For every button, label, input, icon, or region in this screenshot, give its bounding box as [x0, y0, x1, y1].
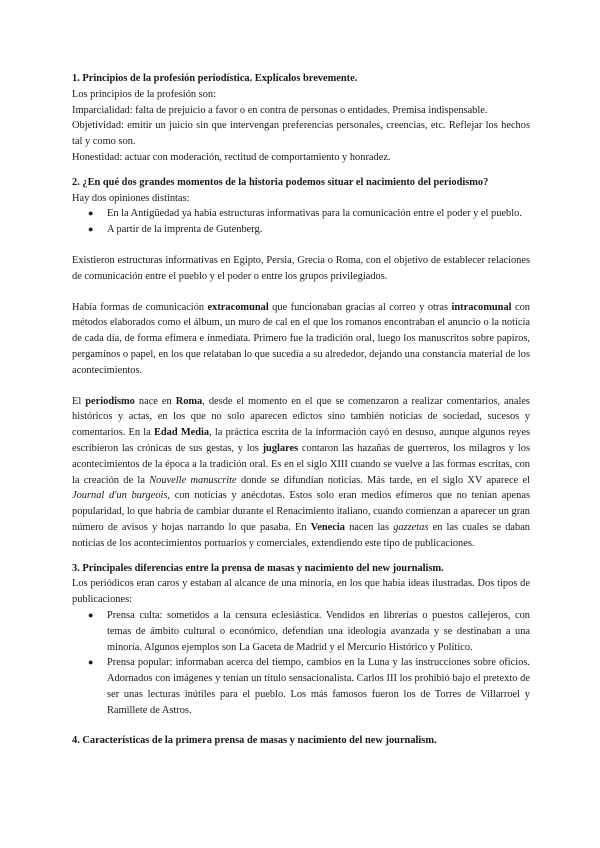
- term-gazzetas: gazzetas: [393, 521, 429, 533]
- list-item: ● Prensa popular: informaban acerca del tiempo, cambios en la Luna y las instrucciones sobre oficios. Adornados con imágenes y tenían un título sensacionalista. Carlos III los prohibió bajo el pretexto de ser unas lecturas inútiles para el pueblo. Los más famosos fueron los de Torres de Villarroel y Ramillete de Astros.: [88, 657, 530, 716]
- section-4-heading: 4. Características de la primera prensa de masas y nacimiento del new journalism.: [72, 735, 437, 747]
- bullet-icon: ●: [88, 657, 94, 668]
- principle-impartiality: Imparcialidad: falta de prejuicio a favor o en contra de personas o entidades. Premisa indispensable.: [72, 104, 488, 116]
- term-roma: Roma: [175, 395, 203, 407]
- title-nouvelle-manuscrite: Nouvelle manuscrite: [149, 474, 237, 486]
- bullet-icon: ●: [88, 208, 94, 219]
- paragraph-history: El periodismo nace en Roma, desde el momento en el que se comenzaron a realizar comentarios, anales históricos y actas, en los que no solo aparecen edictos sino también noticias de sociedad, sucesos y comentarios. En la Edad Media, la práctica escrita de la información cayó en desuso, aunque algunos reyes escribieron las crónicas de sus gestas, y los juglares contaron las hazañas de guerreros, los milagros y los acontecimientos de la época a la tradición oral. Es en el siglo XIII cuando se vuelve a las formas escritas, con la creación de la Nouvelle manuscrite donde se difundían noticias. Más tarde, en el siglo XV aparece el Journal d'un burgeois, con noticias y anécdotas. Estos solo eran medios efímeros que no tenían apenas popularidad, lo que habría de cambiar durante el Renacimiento italiano, cuando comienzan a aparecer un gran número de avisos y hojas narrando lo que pasaba. En Venecia nacen las gazzetas en las cuales se daban noticias de los acontecimientos portuarios y comerciales, extendiendo este tipo de publicaciones.: [72, 395, 531, 549]
- term-periodismo: periodismo: [85, 395, 135, 407]
- title-journal: Journal d'un burgeois: [72, 490, 168, 502]
- list-item: ● A partir de la imprenta de Gutenberg.: [72, 222, 530, 238]
- bullet-icon: ●: [88, 224, 94, 235]
- term-venecia: Venecia: [310, 521, 345, 533]
- paragraph-structures: Existieron estructuras informativas en Egipto, Persia, Grecia o Roma, con el objetivo de establecer relaciones de comunicación entre el pueblo y el poder o entre los grupos privilegiados.: [72, 254, 530, 282]
- section-2-intro: Hay dos opiniones distintas:: [72, 192, 190, 204]
- section-3-intro: Los periódicos eran caros y estaban al alcance de una minoría, en los que había ideas ilustradas. Dos tipos de publicaciones:: [72, 578, 530, 606]
- section-1-intro: Los principios de la profesión son:: [72, 88, 217, 100]
- term-juglares: juglares: [262, 442, 299, 454]
- bullet-icon: ●: [88, 609, 94, 620]
- section-3-heading: 3. Principales diferencias entre la prensa de masas y nacimiento del new journalism.: [72, 562, 444, 574]
- term-extracomunal: extracomunal: [207, 301, 269, 313]
- section-2-list: [72, 206, 530, 238]
- list-item: ● En la Antigüedad ya había estructuras informativas para la comunicación entre el poder y el pueblo.: [72, 206, 530, 222]
- principle-honesty: Honestidad: actuar con moderación, rectitud de comportamiento y honradez.: [72, 151, 391, 163]
- term-intracomunal: intracomunal: [451, 301, 512, 313]
- list-item: ● Prensa culta: sometidos a la censura eclesiástica. Vendidos en librerías o puestos callejeros, con temas de ámbito cultural o económico, defendían una ideología avanzada y se destinaban a una minoría. Algunos ejemplos son La Gaceta de Madrid y el Mercurio Histórico y Político.: [88, 609, 530, 653]
- section-2-heading: 2. ¿En qué dos grandes momentos de la historia podemos situar el nacimiento del periodismo?: [72, 176, 489, 188]
- term-edad-media: Edad Media: [153, 427, 210, 439]
- section-3-list: [72, 608, 530, 719]
- paragraph-communication: Había formas de comunicación extracomunal que funcionaban gracias al correo y otras intracomunal con métodos elaborados como el álbum, un muro de cal en el que los romanos encontraban el anuncio o la noticia de cada día, de forma efímera e inmediata. Primero fue la tradición oral, luego los manuscritos sobre papiros, pergaminos o papel, en los que relataban lo que sucedía a su alrededor, dejando una constancia material de los acontecimientos.: [72, 301, 530, 376]
- section-1-heading: 1. Principios de la profesión periodística. Explícalos brevemente.: [72, 73, 358, 84]
- principle-objectivity: Objetividad: emitir un juicio sin que intervengan preferencias personales, creencias, etc. Reflejar los hechos tal y como son.: [72, 120, 530, 148]
